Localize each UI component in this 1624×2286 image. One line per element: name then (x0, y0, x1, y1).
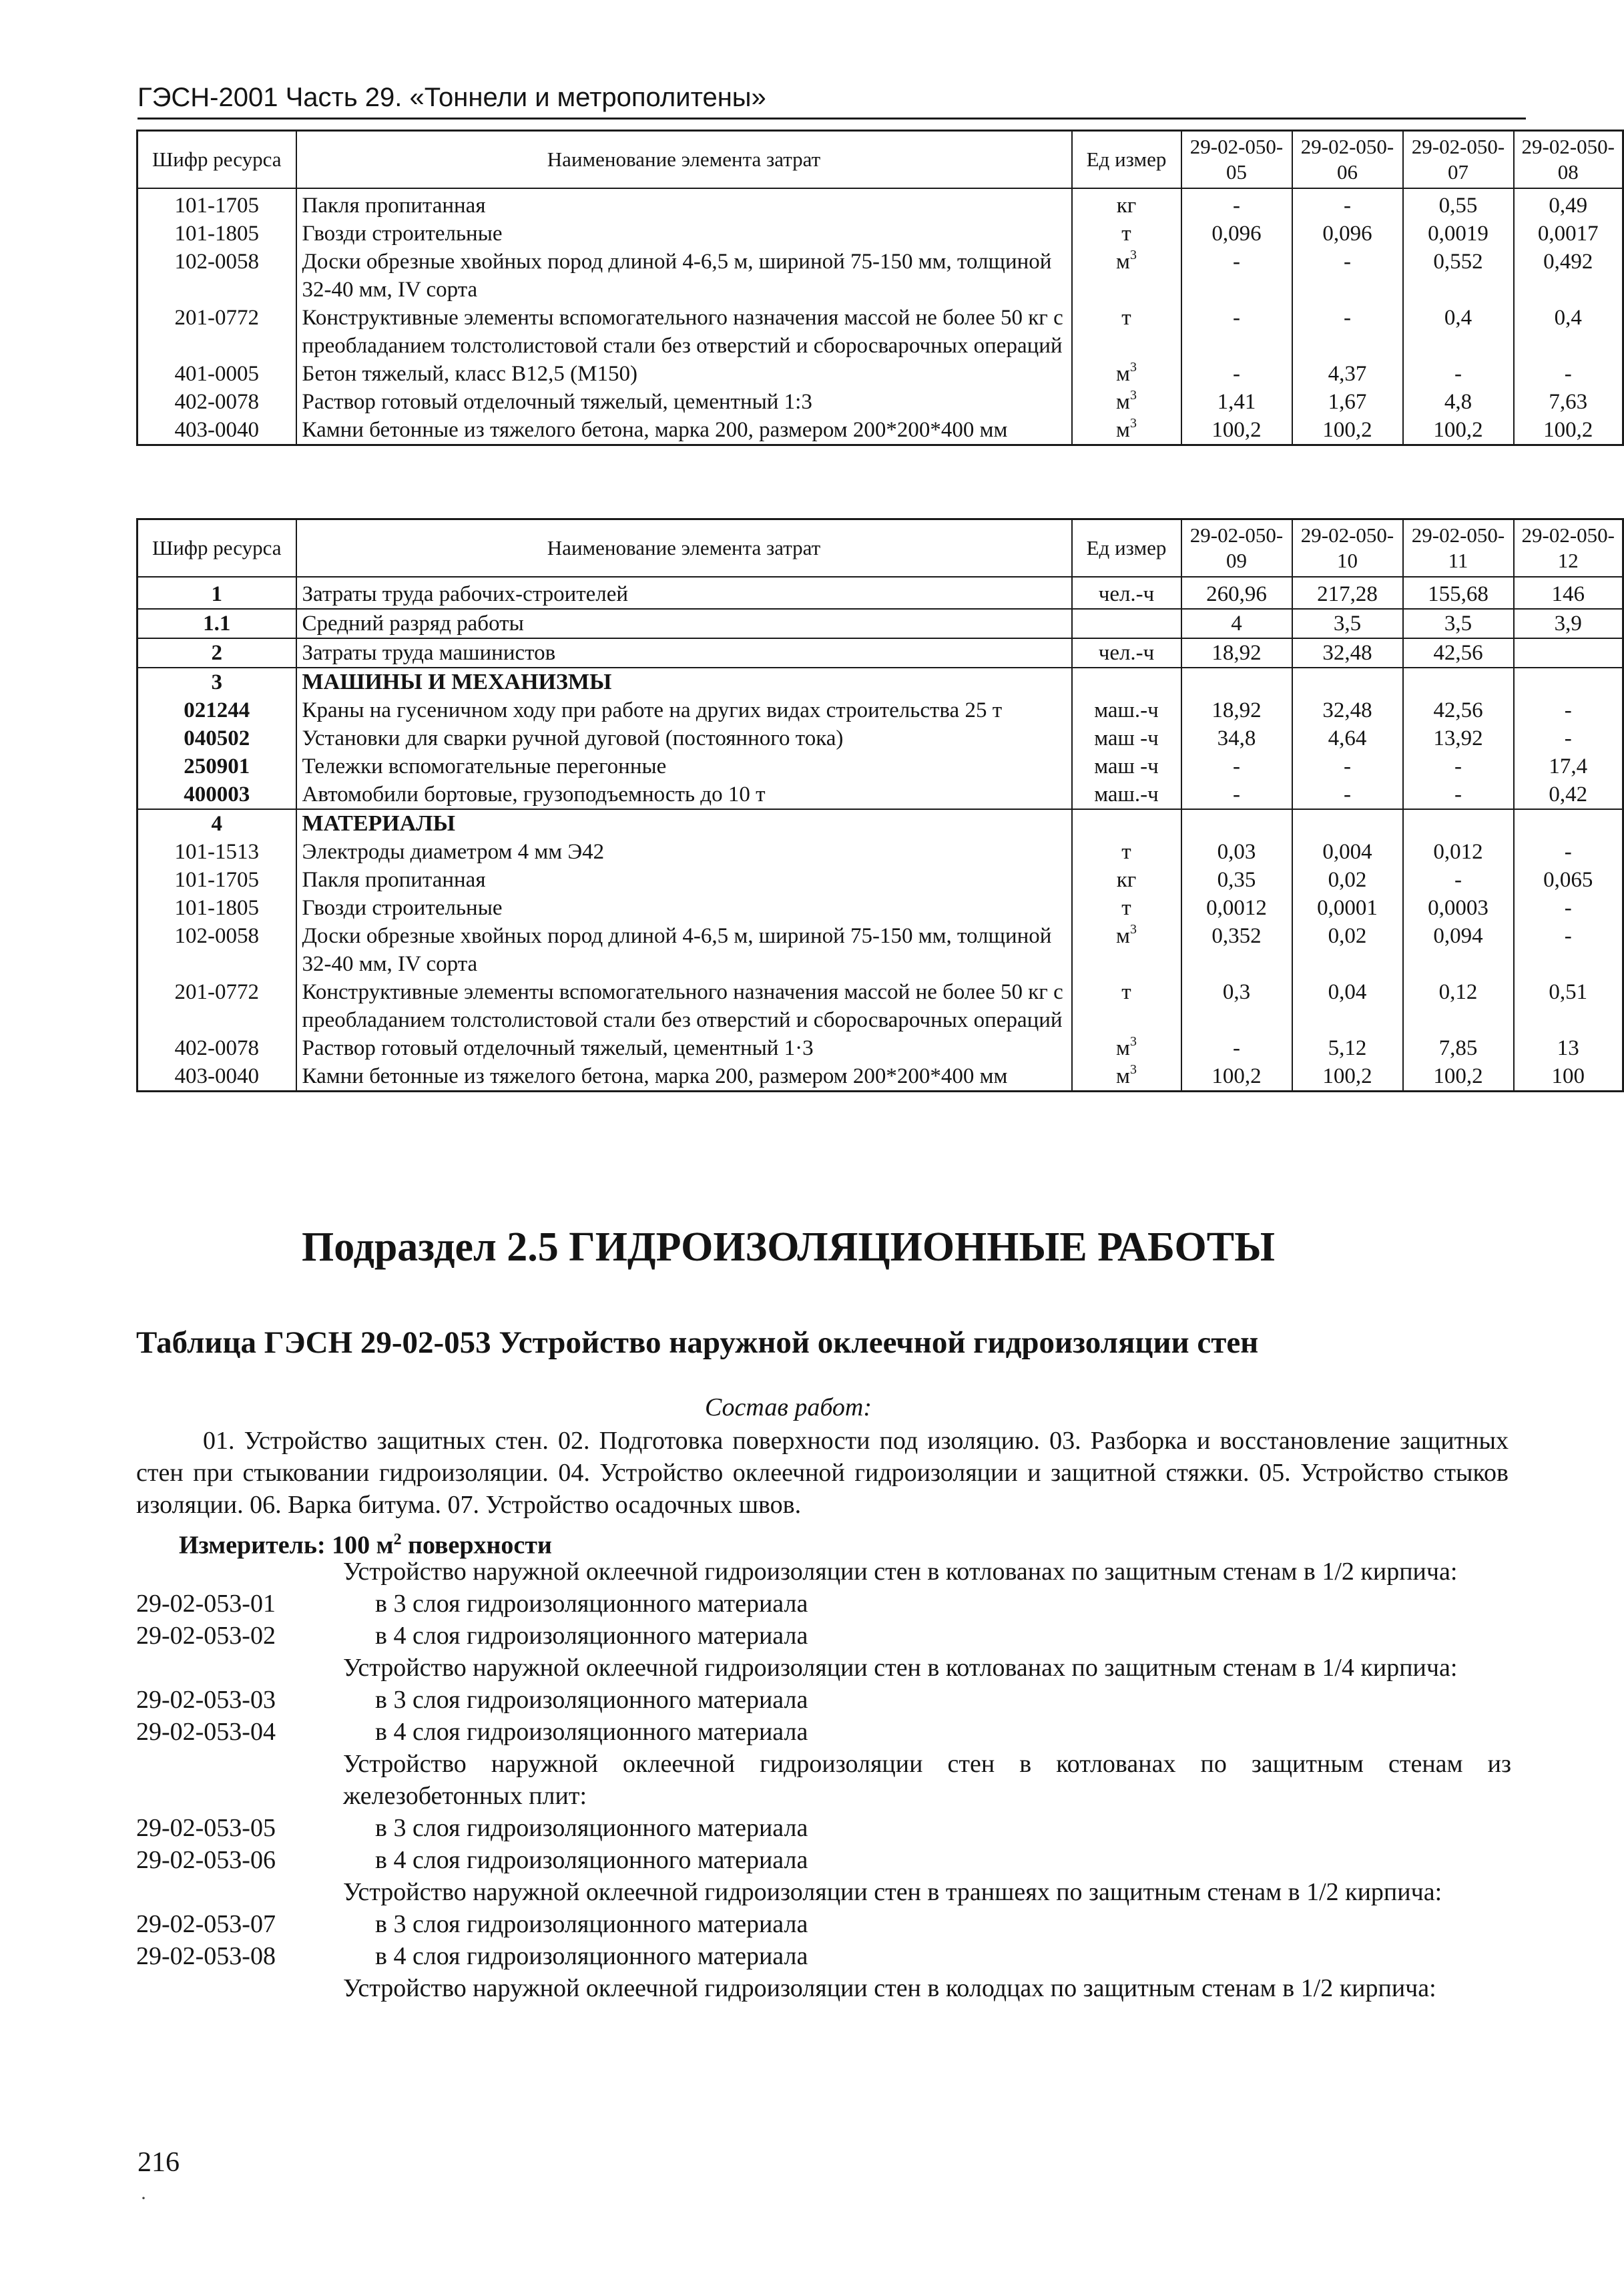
table-row (138, 1062, 1623, 1092)
cell-code: 101-1805 (138, 894, 296, 922)
norm-code: 29-02-053-06 (136, 1846, 276, 1874)
norm-description: в 4 слоя гидроизоляционного материала (375, 1846, 808, 1874)
cell-value (1292, 809, 1403, 838)
cell-code: 3 (138, 668, 296, 696)
cell-code: 400003 (138, 780, 296, 809)
table-row (138, 838, 1623, 866)
cell-unit: маш.-ч (1072, 696, 1181, 724)
table-row (138, 388, 1623, 416)
norm-description: в 3 слоя гидроизоляционного материала (375, 1814, 808, 1842)
cell-value: 100,2 (1403, 1062, 1514, 1092)
cell-name: Конструктивные элементы вспомогательного назначения массой не более 50 кг с преобладанием толстолистовой стали без отверстий и сборосварочных операций (296, 978, 1072, 1034)
cell-value: 4,37 (1292, 360, 1403, 388)
table-row (138, 922, 1623, 978)
column-header: Шифр ресурса (138, 519, 296, 578)
cell-value: 34,8 (1181, 724, 1292, 752)
norm-code: 29-02-053-08 (136, 1942, 276, 1970)
cell-name: Краны на гусеничном ходу при работе на других видах строительства 25 т (296, 696, 1072, 724)
table-row (138, 609, 1623, 638)
norm-code: 29-02-053-01 (136, 1590, 276, 1618)
table-row (138, 248, 1623, 304)
column-header: 29-02-050-09 (1181, 519, 1292, 578)
table-row (138, 978, 1623, 1034)
norm-group-heading (136, 1652, 1511, 1684)
cell-value: 18,92 (1181, 638, 1292, 668)
cell-unit: маш -ч (1072, 724, 1181, 752)
table-title: Таблица ГЭСН 29-02-053 Устройство наружной оклеечной гидроизоляции стен (136, 1325, 1259, 1360)
measure-tail: поверхности (401, 1531, 552, 1560)
cell-value: - (1403, 360, 1514, 388)
cell-value: 0,552 (1403, 248, 1514, 304)
cell-value: 217,28 (1292, 577, 1403, 609)
resource-table-1 (136, 130, 1624, 446)
norm-description: Устройство наружной оклеечной гидроизоляции стен в котлованах по защитным стенам в 1/4 кирпича: (343, 1654, 1458, 1682)
table-row (138, 696, 1623, 724)
table-row (138, 360, 1623, 388)
cell-value: 4,8 (1403, 388, 1514, 416)
cell-name: Пакля пропитанная (296, 188, 1072, 220)
cell-name: Доски обрезные хвойных пород длиной 4-6,5 м, шириной 75-150 мм, толщиной 32-40 мм, IV сорта (296, 248, 1072, 304)
cell-value: - (1181, 780, 1292, 809)
cell-name: Доски обрезные хвойных пород длиной 4-6,5 м, шириной 75-150 мм, толщиной 32-40 мм, IV сорта (296, 922, 1072, 978)
cell-unit: т (1072, 838, 1181, 866)
cell-value: 0,02 (1292, 866, 1403, 894)
cell-code: 101-1705 (138, 866, 296, 894)
composition-label: Состав работ: (704, 1393, 872, 1421)
column-header: 29-02-050-07 (1403, 131, 1514, 189)
table-row (138, 866, 1623, 894)
column-header: 29-02-050-12 (1514, 519, 1623, 578)
cell-value: 0,0017 (1514, 220, 1623, 248)
cell-value: - (1514, 724, 1623, 752)
cell-value: 32,48 (1292, 696, 1403, 724)
running-header: ГЭСН-2001 Часть 29. «Тоннели и метрополитены» (138, 80, 1526, 120)
cell-value: 3,5 (1403, 609, 1514, 638)
cell-unit: т (1072, 978, 1181, 1034)
page-number: 216 (138, 2147, 180, 2178)
cell-unit: т (1072, 894, 1181, 922)
cell-value: - (1181, 248, 1292, 304)
table-row (138, 188, 1623, 220)
norm-group-heading (136, 1748, 1511, 1812)
table-header-row (138, 519, 1623, 578)
cell-code: 402-0078 (138, 388, 296, 416)
norm-item (136, 1908, 1511, 1940)
cell-unit: чел.-ч (1072, 638, 1181, 668)
norm-group-heading (136, 1556, 1511, 1588)
cell-value (1181, 668, 1292, 696)
cell-value: 0,492 (1514, 248, 1623, 304)
cell-value: - (1403, 780, 1514, 809)
cell-unit: т (1072, 304, 1181, 360)
cell-code: 101-1705 (138, 188, 296, 220)
cell-value: 32,48 (1292, 638, 1403, 668)
cell-value: - (1514, 838, 1623, 866)
cell-value: 1,67 (1292, 388, 1403, 416)
norm-description: Устройство наружной оклеечной гидроизоляции стен в котлованах по защитным стенам в 1/2 кирпича: (343, 1558, 1458, 1586)
cell-value: - (1292, 188, 1403, 220)
cell-name: Средний разряд работы (296, 609, 1072, 638)
cell-value: 7,85 (1403, 1034, 1514, 1062)
norm-code: 29-02-053-04 (136, 1718, 276, 1746)
cell-code: 101-1513 (138, 838, 296, 866)
cell-value: - (1514, 922, 1623, 978)
cell-value: 0,4 (1514, 304, 1623, 360)
table-row (138, 809, 1623, 838)
cell-code: 403-0040 (138, 1062, 296, 1092)
norm-item (136, 1588, 1511, 1620)
cell-value (1514, 668, 1623, 696)
table-row (138, 724, 1623, 752)
norm-code: 29-02-053-02 (136, 1622, 276, 1650)
measure-sup: 2 (393, 1531, 402, 1548)
table-header-row (138, 131, 1623, 189)
column-header: 29-02-050-11 (1403, 519, 1514, 578)
cell-value: 0,004 (1292, 838, 1403, 866)
measure-label: Измеритель: (179, 1531, 326, 1560)
cell-code: 102-0058 (138, 248, 296, 304)
cell-name: Автомобили бортовые, грузоподъемность до 10 т (296, 780, 1072, 809)
cell-value: 0,0012 (1181, 894, 1292, 922)
cell-name: Тележки вспомогательные перегонные (296, 752, 1072, 780)
cell-value: 42,56 (1403, 696, 1514, 724)
cell-unit (1072, 809, 1181, 838)
norm-item (136, 1844, 1511, 1876)
norm-code-list (136, 1556, 1511, 2004)
cell-value (1514, 809, 1623, 838)
cell-unit: $м^3$ (1072, 416, 1181, 445)
cell-value: 100,2 (1292, 416, 1403, 445)
cell-value: - (1181, 188, 1292, 220)
table-row (138, 416, 1623, 445)
cell-unit: чел.-ч (1072, 577, 1181, 609)
norm-description: Устройство наружной оклеечной гидроизоляции стен в котлованах по защитным стенам из железобетонных плит: (343, 1750, 1511, 1810)
cell-value: 0,0003 (1403, 894, 1514, 922)
cell-unit: т (1072, 220, 1181, 248)
cell-value: 0,51 (1514, 978, 1623, 1034)
norm-description: в 4 слоя гидроизоляционного материала (375, 1718, 808, 1746)
norm-code: 29-02-053-07 (136, 1910, 276, 1938)
norm-description: в 3 слоя гидроизоляционного материала (375, 1910, 808, 1938)
column-header: 29-02-050-05 (1181, 131, 1292, 189)
cell-value: 0,096 (1292, 220, 1403, 248)
cell-code: 102-0058 (138, 922, 296, 978)
cell-value: 0,3 (1181, 978, 1292, 1034)
cell-name: Электроды диаметром 4 мм Э42 (296, 838, 1072, 866)
column-header: 29-02-050-08 (1514, 131, 1623, 189)
cell-value: - (1292, 248, 1403, 304)
cell-value: 0,49 (1514, 188, 1623, 220)
page-mark: · (140, 2187, 147, 2209)
cell-value: 4 (1181, 609, 1292, 638)
cell-value: - (1403, 866, 1514, 894)
cell-value: 0,04 (1292, 978, 1403, 1034)
cell-value: 0,0019 (1403, 220, 1514, 248)
cell-value: 100,2 (1514, 416, 1623, 445)
cell-value: 0,35 (1181, 866, 1292, 894)
column-header: Наименование элемента затрат (296, 519, 1072, 578)
cell-unit: $м^3$ (1072, 388, 1181, 416)
cell-value: 0,55 (1403, 188, 1514, 220)
cell-value: 260,96 (1181, 577, 1292, 609)
cell-name: Гвозди строительные (296, 220, 1072, 248)
cell-unit: $м^3$ (1072, 1062, 1181, 1092)
table-row (138, 780, 1623, 809)
cell-name: Гвозди строительные (296, 894, 1072, 922)
cell-unit: кг (1072, 188, 1181, 220)
cell-unit: маш.-ч (1072, 780, 1181, 809)
cell-value: 100,2 (1292, 1062, 1403, 1092)
cell-unit: кг (1072, 866, 1181, 894)
cell-code: 2 (138, 638, 296, 668)
cell-value: 3,9 (1514, 609, 1623, 638)
norm-description: в 4 слоя гидроизоляционного материала (375, 1622, 808, 1650)
norm-item (136, 1684, 1511, 1716)
norm-item (136, 1940, 1511, 1972)
cell-value: - (1514, 360, 1623, 388)
cell-unit (1072, 609, 1181, 638)
cell-value: - (1514, 696, 1623, 724)
cell-unit: маш -ч (1072, 752, 1181, 780)
table-row (138, 894, 1623, 922)
cell-value: 0,02 (1292, 922, 1403, 978)
cell-value: 42,56 (1403, 638, 1514, 668)
cell-value: 13 (1514, 1034, 1623, 1062)
cell-value: 155,68 (1403, 577, 1514, 609)
norm-group-heading (136, 1972, 1511, 2004)
cell-value (1181, 809, 1292, 838)
cell-value (1292, 668, 1403, 696)
cell-value: 1,41 (1181, 388, 1292, 416)
cell-value (1403, 809, 1514, 838)
cell-code: 201-0772 (138, 978, 296, 1034)
cell-value: - (1181, 360, 1292, 388)
cell-value: - (1292, 780, 1403, 809)
cell-name: Камни бетонные из тяжелого бетона, марка 200, размером 200*200*400 мм (296, 416, 1072, 445)
cell-value: 7,63 (1514, 388, 1623, 416)
cell-code: 250901 (138, 752, 296, 780)
cell-code: 1.1 (138, 609, 296, 638)
table-row (138, 220, 1623, 248)
table-row (138, 638, 1623, 668)
table-row (138, 577, 1623, 609)
cell-value: 13,92 (1403, 724, 1514, 752)
norm-item (136, 1812, 1511, 1844)
cell-name: Камни бетонные из тяжелого бетона, марка 200, размером 200*200*400 мм (296, 1062, 1072, 1092)
cell-value: 100,2 (1181, 1062, 1292, 1092)
column-header: Шифр ресурса (138, 131, 296, 189)
subsection-title: Подраздел 2.5 ГИДРОИЗОЛЯЦИОННЫЕ РАБОТЫ (302, 1224, 1275, 1270)
cell-code: 403-0040 (138, 416, 296, 445)
cell-code: 4 (138, 809, 296, 838)
cell-value: 17,4 (1514, 752, 1623, 780)
table-row (138, 1034, 1623, 1062)
cell-value: 0,096 (1181, 220, 1292, 248)
norm-description: Устройство наружной оклеечной гидроизоляции стен в траншеях по защитным стенам в 1/2 кирпича: (343, 1878, 1442, 1906)
cell-code: 101-1805 (138, 220, 296, 248)
cell-code: 1 (138, 577, 296, 609)
cell-name: МАТЕРИАЛЫ (296, 809, 1072, 838)
norm-description: в 3 слоя гидроизоляционного материала (375, 1590, 808, 1618)
column-header: Ед измер (1072, 131, 1181, 189)
cell-name: Раствор готовый отделочный тяжелый, цементный 1:3 (296, 388, 1072, 416)
cell-value: 18,92 (1181, 696, 1292, 724)
cell-code: 201-0772 (138, 304, 296, 360)
norm-description: в 3 слоя гидроизоляционного материала (375, 1686, 808, 1714)
cell-value: 0,12 (1403, 978, 1514, 1034)
measure-value: 100 м (332, 1531, 394, 1560)
table-row (138, 668, 1623, 696)
cell-value: 0,065 (1514, 866, 1623, 894)
cell-name: Затраты труда рабочих-строителей (296, 577, 1072, 609)
cell-value: 0,42 (1514, 780, 1623, 809)
cell-name: МАШИНЫ И МЕХАНИЗМЫ (296, 668, 1072, 696)
cell-code: 040502 (138, 724, 296, 752)
cell-unit (1072, 668, 1181, 696)
composition-text: 01. Устройство защитных стен. 02. Подготовка поверхности под изоляцию. 03. Разборка и восстановление защитных стен при стыковании гидроизоляции. 04. Устройство оклеечной гидроизоляции и защитной стяжки. 05. Устройство стыков изоляции. 06. Варка битума. 07. Устройство осадочных швов. (136, 1427, 1509, 1519)
cell-value: - (1292, 752, 1403, 780)
norm-description: Устройство наружной оклеечной гидроизоляции стен в колодцах по защитным стенам в 1/2 кирпича: (343, 1974, 1436, 2002)
cell-unit: $м^3$ (1072, 248, 1181, 304)
cell-value: 0,03 (1181, 838, 1292, 866)
cell-value: 0,0001 (1292, 894, 1403, 922)
cell-value: 0,012 (1403, 838, 1514, 866)
cell-value (1403, 668, 1514, 696)
cell-value: 4,64 (1292, 724, 1403, 752)
cell-value: 100 (1514, 1062, 1623, 1092)
column-header: 29-02-050-10 (1292, 519, 1403, 578)
cell-value: - (1514, 894, 1623, 922)
cell-value: - (1181, 752, 1292, 780)
norm-code: 29-02-053-05 (136, 1814, 276, 1842)
cell-unit: $м^3$ (1072, 1034, 1181, 1062)
norm-group-heading (136, 1876, 1511, 1908)
cell-code: 402-0078 (138, 1034, 296, 1062)
cell-name: Раствор готовый отделочный тяжелый, цементный 1·3 (296, 1034, 1072, 1062)
cell-value: 0,352 (1181, 922, 1292, 978)
resource-table-2 (136, 518, 1624, 1092)
table-row (138, 752, 1623, 780)
cell-value: 100,2 (1403, 416, 1514, 445)
norm-item (136, 1716, 1511, 1748)
norm-code: 29-02-053-03 (136, 1686, 276, 1714)
norm-item (136, 1620, 1511, 1652)
cell-code: 021244 (138, 696, 296, 724)
column-header: Наименование элемента затрат (296, 131, 1072, 189)
cell-name: Затраты труда машинистов (296, 638, 1072, 668)
cell-value: 0,4 (1403, 304, 1514, 360)
cell-value (1514, 638, 1623, 668)
cell-value: 3,5 (1292, 609, 1403, 638)
cell-value: - (1292, 304, 1403, 360)
column-header: Ед измер (1072, 519, 1181, 578)
cell-value: 100,2 (1181, 416, 1292, 445)
cell-value: - (1403, 752, 1514, 780)
cell-name: Конструктивные элементы вспомогательного назначения массой не более 50 кг с преобладанием толстолистовой стали без отверстий и сборосварочных операций (296, 304, 1072, 360)
table-row (138, 304, 1623, 360)
cell-value: - (1181, 1034, 1292, 1062)
cell-name: Установки для сварки ручной дуговой (постоянного тока) (296, 724, 1072, 752)
norm-description: в 4 слоя гидроизоляционного материала (375, 1942, 808, 1970)
cell-unit: $м^3$ (1072, 360, 1181, 388)
cell-value: 0,094 (1403, 922, 1514, 978)
cell-value: - (1181, 304, 1292, 360)
cell-unit: $м^3$ (1072, 922, 1181, 978)
cell-code: 401-0005 (138, 360, 296, 388)
cell-name: Бетон тяжелый, класс В12,5 (М150) (296, 360, 1072, 388)
cell-name: Пакля пропитанная (296, 866, 1072, 894)
column-header: 29-02-050-06 (1292, 131, 1403, 189)
cell-value: 5,12 (1292, 1034, 1403, 1062)
cell-value: 146 (1514, 577, 1623, 609)
